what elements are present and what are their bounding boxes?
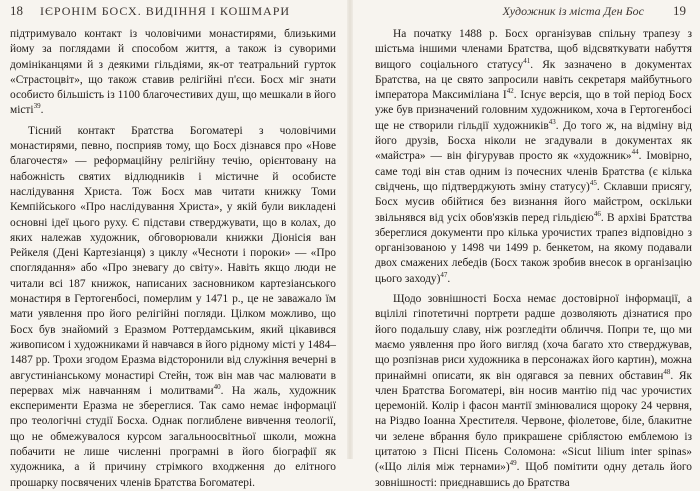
paragraph-text: . Склавши присягу, Босх мусив обійтися без визнання його майстром, оскільки звільнявся від усіх обов'язків перед гільдією (375, 180, 692, 224)
footnote-ref: 47 (440, 270, 448, 279)
right-page-header (450, 3, 686, 19)
left-page (0, 0, 348, 489)
footnote-ref: 43 (548, 117, 556, 126)
left-running-head: ІЄРОНІМ БОСХ. ВИДІННЯ І КОШМАРИ (40, 4, 291, 18)
right-page-body (375, 27, 692, 491)
paragraph-text: Тісний контакт Братства Богоматері з чоловічими монастирями, певно, посприяв тому, що Босх дізнався про «Нове благочестя» — реформаційну релігійну течію, орієнтовану на набожність святих відлюдників і містичне й особисте наслідування Христа. Тож Босх мав читати книжку Томи Кемпійського «Про наслідування Христа», у якій були викладені основні ідеї цього руху. Є підстави стверджувати, що в колах, до яких належав художник, обговорювали книжки Діонісія ван Рейкеля (Дені Картезіанця) з циклу «Чесноти і пороки» — «Про споглядання» або «Про зневагу до світу». Навіть якщо люди не читали всі 187 книжок, написаних засновником картезіанського монастиря в Гертогенбосі, померлим у 1471 р., це не заважало їм мати уявлення про його релігійні погляди. Цілком можливо, що Босх був знайомий з Еразмом Роттердамським, який цікавився живописом і художниками й навчався в його рідному місті у 1484–1487 рр. Трохи згодом Еразма відсторонили від служіння вечерні в августиніанському монастирі Стейн, тож він мав час малювати в перервах між навчанням і молитвами (10, 124, 336, 397)
paragraph-text: . На жаль, художник експерименти Еразма не збереглися. Так само немає інформації про теологічні студії Босха. Однак поглиблене вивчення теології, що не обмежувалося курсом загальноосвітньої школи, можна побачити не лише численні програмні в його біографії як художника, а й причину стрімкого входження до елітного прошарку посвячених членів Братства Богоматері. (10, 384, 337, 489)
paragraph (375, 292, 692, 491)
right-page-number: 19 (673, 3, 686, 18)
paragraph-text: . Щоб помітити одну деталь його зовнішності: приєднавшись до Братства (375, 461, 692, 489)
paragraph-text: Щодо зовнішності Босха немає достовірної інформації, а вцілілі гіпотетичні портрети радше дозволяють дізнатися про його подальшу славу, ніж розгледіти обличчя. Попри те, що ми маємо уявлення про його вигляд (хоча багато хто стверджував, що розпізнав риси художника в персонажах його картин), можна принаймні описати, як він одягався за певних обставин (375, 293, 692, 382)
paragraph-text: . До того ж, на відміну від його друзів, Босха ніколи не згадували в документах як «майстра» — він фігурував просто як «художник» (375, 119, 692, 163)
footnote-ref: 46 (593, 209, 601, 218)
left-page-number: 18 (10, 3, 23, 18)
footnote-ref: 42 (506, 87, 514, 96)
right-running-head: Художник із міста Ден Бос (502, 4, 644, 18)
footnote-ref: 39 (33, 102, 41, 111)
paragraph (375, 27, 692, 287)
footnote-ref: 49 (509, 459, 517, 468)
paragraph-text: . Як член Братства Богоматері, він носив мантію під час урочистих церемоній. Колір і фасон мантії змінювалися щороку 24 червня, на Різдво Іоанна Хрестителя. Червоне, фіолетове, біле, блакитне чи зелене вбрання було прикрашене сріблястою емблемою із цитатою з Пісні Пісень Соломона: «Sicut lilium inter spinas» («Що лілія між тернами») (375, 369, 692, 474)
right-page (352, 0, 700, 489)
paragraph-text: . (40, 104, 44, 117)
paragraph (10, 27, 336, 119)
footnote-ref: 45 (589, 179, 597, 188)
footnote-ref: 48 (663, 367, 671, 376)
footnote-ref: 40 (213, 383, 221, 392)
paragraph (10, 124, 336, 491)
paragraph-text: . В архіві Братства збереглися документи про кілька урочистих трапез відповідно з організованою у 1498 чи 1499 р. бенкетом, на якому подавали двох смажених лебедів (Босх також зробив внесок в організацію цього заходу) (375, 211, 693, 285)
footnote-ref: 44 (631, 148, 639, 157)
paragraph-text: . (447, 272, 451, 285)
paragraph-text: На початку 1488 р. Босх організував спільну трапезу з шістьма іншими членами Братства, щоб відсвяткувати набуття вищого соціального статусу (375, 28, 692, 71)
paragraph-text: . Як зазначено в документах Братства, на це свято запросили навіть секретаря майбутнього імператора Максиміліана I (375, 58, 692, 102)
paragraph-text: підтримувало контакт із чоловічими монастирями, близькими йому за поглядами й способом життя, а також із суворими домініканцями й з деякими гільдіями, як-от театральний гурток «Страстоцвіт», що також ставив релігійні п'єси. Босх міг знати особисто більшість із 1100 благочестивих душ, що мешкали в його місті (10, 28, 336, 117)
left-page-header (10, 3, 340, 19)
footnote-ref: 41 (523, 56, 531, 65)
left-page-body (10, 27, 336, 491)
paragraph-text: . Існує версія, що в той період Босх уже був призначений головним художником, хоча в Гертогенбосі ще не створили гільдії художників (375, 89, 692, 132)
paragraph-text: . Імовірно, саме тоді він став одним із почесних членів Братства (є кілька свідчень, що підтверджують зміну статусу) (375, 150, 692, 193)
